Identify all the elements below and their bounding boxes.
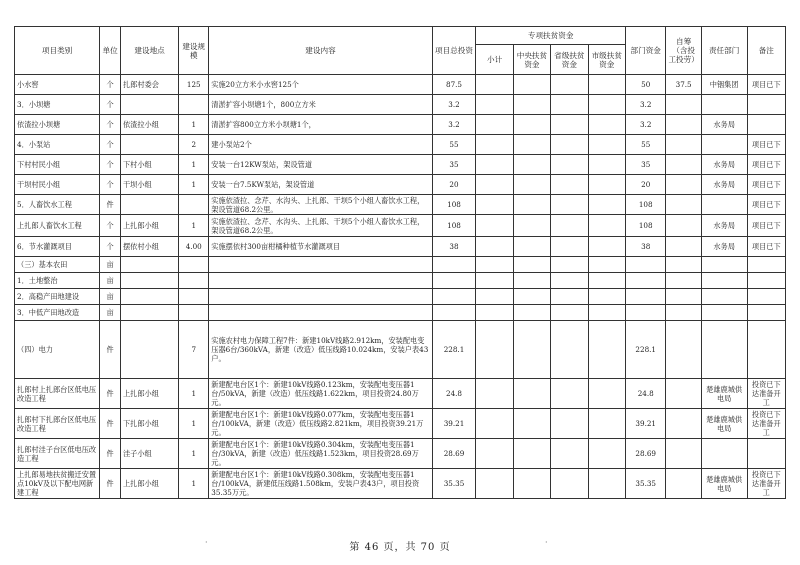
row-subtotal <box>476 469 513 499</box>
row-municipal <box>588 289 625 305</box>
row-provincial <box>551 135 588 155</box>
row-department: 228.1 <box>625 321 666 379</box>
row-municipal <box>588 237 625 257</box>
row-total-investment: 55 <box>432 135 476 155</box>
row-self-raised <box>666 215 701 237</box>
row-department: 108 <box>625 195 666 215</box>
table-row <box>15 289 786 305</box>
col-header-municipal: 市级扶贫资金 <box>588 45 625 75</box>
row-provincial <box>551 237 588 257</box>
row-content: 实施依渣拉、念芹、水沟头、上扎郎、干坝5个小组人畜饮水工程，架设管道68.2公里。 <box>209 195 432 215</box>
row-central <box>513 175 550 195</box>
row-municipal <box>588 379 625 409</box>
row-central <box>513 215 550 237</box>
table-row <box>15 95 786 115</box>
row-category: 小水窖 <box>15 75 100 95</box>
row-responsible: 中铟集团 <box>701 75 747 95</box>
col-header-category: 项目类别 <box>15 27 100 75</box>
row-scale: 1 <box>179 175 209 195</box>
row-total-investment: 35.35 <box>432 469 476 499</box>
row-self-raised <box>666 175 701 195</box>
row-self-raised <box>666 237 701 257</box>
row-responsible: 水务局 <box>701 155 747 175</box>
row-scale <box>179 195 209 215</box>
row-municipal <box>588 175 625 195</box>
row-remarks: 投资已下达准备开工 <box>747 379 785 409</box>
row-subtotal <box>476 439 513 469</box>
row-unit: 个 <box>100 95 121 115</box>
row-remarks: 项目已下 <box>747 175 785 195</box>
row-subtotal <box>476 195 513 215</box>
row-municipal <box>588 115 625 135</box>
table-row <box>15 135 786 155</box>
row-total-investment: 24.8 <box>432 379 476 409</box>
row-self-raised <box>666 155 701 175</box>
row-category: 依渣拉小坝塘 <box>15 115 100 135</box>
row-provincial <box>551 321 588 379</box>
col-header-responsible: 责任部门 <box>701 27 747 75</box>
row-total-investment: 108 <box>432 215 476 237</box>
row-department: 20 <box>625 175 666 195</box>
row-self-raised <box>666 135 701 155</box>
col-header-total-investment: 项目总投资 <box>432 27 476 75</box>
row-responsible: 水务局 <box>701 237 747 257</box>
row-location: 下扎郎小组 <box>120 409 178 439</box>
row-category: 3．中低产田地改造 <box>15 305 100 321</box>
row-self-raised <box>666 305 701 321</box>
row-scale <box>179 95 209 115</box>
row-central <box>513 273 550 289</box>
row-scale: 1 <box>179 379 209 409</box>
row-location <box>120 95 178 115</box>
row-unit: 件 <box>100 469 121 499</box>
row-total-investment: 3.2 <box>432 95 476 115</box>
row-remarks <box>747 439 785 469</box>
row-provincial <box>551 439 588 469</box>
row-department <box>625 273 666 289</box>
row-remarks <box>747 305 785 321</box>
row-unit: 亩 <box>100 273 121 289</box>
col-header-remarks: 备注 <box>747 27 785 75</box>
row-location: 干坝小组 <box>120 175 178 195</box>
col-header-scale: 建设规模 <box>179 27 209 75</box>
row-central <box>513 469 550 499</box>
row-total-investment: 228.1 <box>432 321 476 379</box>
row-remarks <box>747 273 785 289</box>
row-location <box>120 305 178 321</box>
row-department: 55 <box>625 135 666 155</box>
row-department <box>625 257 666 273</box>
row-provincial <box>551 75 588 95</box>
row-department <box>625 305 666 321</box>
row-self-raised <box>666 409 701 439</box>
table-row <box>15 75 786 95</box>
row-department: 35.35 <box>625 469 666 499</box>
row-municipal <box>588 439 625 469</box>
row-category: 扎郎村洼子台区低电压改造工程 <box>15 439 100 469</box>
row-central <box>513 305 550 321</box>
row-total-investment: 39.21 <box>432 409 476 439</box>
row-content <box>209 289 432 305</box>
row-remarks: 项目已下 <box>747 135 785 155</box>
row-municipal <box>588 305 625 321</box>
row-unit: 亩 <box>100 289 121 305</box>
row-department: 3.2 <box>625 95 666 115</box>
row-self-raised <box>666 439 701 469</box>
row-subtotal <box>476 273 513 289</box>
row-total-investment <box>432 257 476 273</box>
row-department <box>625 289 666 305</box>
row-content <box>209 257 432 273</box>
row-content <box>209 273 432 289</box>
row-location <box>120 321 178 379</box>
row-provincial <box>551 289 588 305</box>
row-subtotal <box>476 155 513 175</box>
row-central <box>513 289 550 305</box>
row-subtotal <box>476 115 513 135</box>
row-remarks <box>747 257 785 273</box>
row-department: 39.21 <box>625 409 666 439</box>
row-provincial <box>551 257 588 273</box>
row-department: 50 <box>625 75 666 95</box>
row-department: 38 <box>625 237 666 257</box>
row-location: 洼子小组 <box>120 439 178 469</box>
table-row <box>15 409 786 439</box>
row-scale: 1 <box>179 409 209 439</box>
row-scale: 1 <box>179 215 209 237</box>
row-responsible <box>701 135 747 155</box>
row-responsible: 楚雄鹿城供电局 <box>701 469 747 499</box>
row-unit: 个 <box>100 175 121 195</box>
col-header-central: 中央扶贫资金 <box>513 45 550 75</box>
row-provincial <box>551 469 588 499</box>
row-scale: 1 <box>179 115 209 135</box>
row-content: 清淤扩容小坝塘1个，800立方米 <box>209 95 432 115</box>
row-responsible <box>701 257 747 273</box>
row-category: （三）基本农田 <box>15 257 100 273</box>
row-responsible: 水务局 <box>701 215 747 237</box>
row-total-investment: 28.69 <box>432 439 476 469</box>
row-municipal <box>588 257 625 273</box>
row-total-investment: 20 <box>432 175 476 195</box>
row-self-raised <box>666 289 701 305</box>
row-department: 35 <box>625 155 666 175</box>
row-total-investment <box>432 289 476 305</box>
row-municipal <box>588 469 625 499</box>
row-scale <box>179 257 209 273</box>
row-location: 下村小组 <box>120 155 178 175</box>
row-provincial <box>551 115 588 135</box>
row-content: 安装一台7.5KW泵站，架设管道 <box>209 175 432 195</box>
row-central <box>513 95 550 115</box>
col-header-provincial: 省级扶贫资金 <box>551 45 588 75</box>
row-scale <box>179 289 209 305</box>
row-self-raised: 37.5 <box>666 75 701 95</box>
row-municipal <box>588 409 625 439</box>
row-scale: 1 <box>179 469 209 499</box>
row-central <box>513 321 550 379</box>
row-responsible <box>701 439 747 469</box>
table-row <box>15 115 786 135</box>
row-self-raised <box>666 469 701 499</box>
row-location <box>120 289 178 305</box>
row-unit: 件 <box>100 409 121 439</box>
table-row <box>15 273 786 289</box>
row-central <box>513 379 550 409</box>
row-remarks: 项目已下 <box>747 75 785 95</box>
row-remarks: 项目已下 <box>747 237 785 257</box>
row-unit: 个 <box>100 75 121 95</box>
col-header-department: 部门资金 <box>625 27 666 75</box>
row-unit: 亩 <box>100 305 121 321</box>
table-row <box>15 257 786 273</box>
table-row <box>15 321 786 379</box>
row-content: 清淤扩容800立方米小坝塘1个， <box>209 115 432 135</box>
row-category: 4．小泵站 <box>15 135 100 155</box>
row-department: 108 <box>625 215 666 237</box>
col-header-subtotal: 小计 <box>476 45 513 75</box>
row-subtotal <box>476 175 513 195</box>
row-content: 实施20立方米小水窖125个 <box>209 75 432 95</box>
row-scale: 7 <box>179 321 209 379</box>
row-provincial <box>551 195 588 215</box>
page-number: 第 46 页，共 70 页 <box>349 542 451 553</box>
row-location: 摆依村小组 <box>120 237 178 257</box>
row-content: 安装一台12KW泵站，架设管道 <box>209 155 432 175</box>
row-location: 上扎郎小组 <box>120 215 178 237</box>
col-header-location: 建设地点 <box>120 27 178 75</box>
row-remarks: 项目已下 <box>747 215 785 237</box>
row-category: 扎郎村下扎郎台区低电压改造工程 <box>15 409 100 439</box>
col-header-unit: 单位 <box>100 27 121 75</box>
row-location: 依渣拉小组 <box>120 115 178 135</box>
row-content: 建小泵站2个 <box>209 135 432 155</box>
row-municipal <box>588 75 625 95</box>
row-department: 28.69 <box>625 439 666 469</box>
row-total-investment <box>432 273 476 289</box>
row-subtotal <box>476 289 513 305</box>
row-category: 扎郎村上扎郎台区低电压改造工程 <box>15 379 100 409</box>
row-category: 下村村民小组 <box>15 155 100 175</box>
row-remarks: 投资已下达准备开工 <box>747 409 785 439</box>
row-unit: 个 <box>100 155 121 175</box>
row-total-investment: 108 <box>432 195 476 215</box>
row-municipal <box>588 273 625 289</box>
row-responsible <box>701 195 747 215</box>
row-category: 1．土地整治 <box>15 273 100 289</box>
row-unit: 件 <box>100 379 121 409</box>
row-self-raised <box>666 321 701 379</box>
row-scale: 1 <box>179 155 209 175</box>
table-row <box>15 439 786 469</box>
row-unit: 个 <box>100 215 121 237</box>
row-central <box>513 237 550 257</box>
table-row <box>15 195 786 215</box>
row-subtotal <box>476 409 513 439</box>
row-unit: 个 <box>100 135 121 155</box>
row-location <box>120 257 178 273</box>
row-subtotal <box>476 305 513 321</box>
row-unit: 亩 <box>100 257 121 273</box>
row-category: 5．人畜饮水工程 <box>15 195 100 215</box>
row-category: （四）电力 <box>15 321 100 379</box>
row-central <box>513 439 550 469</box>
row-provincial <box>551 175 588 195</box>
table-row <box>15 215 786 237</box>
row-content: 新建配电台区1个：新建10kV线路0.304km，安装配电变压器1台/30kVA，新建（改造）低压线路1.523km，项目投资28.69万元。 <box>209 439 432 469</box>
row-responsible <box>701 95 747 115</box>
row-self-raised <box>666 95 701 115</box>
row-location <box>120 135 178 155</box>
row-content <box>209 305 432 321</box>
row-central <box>513 257 550 273</box>
row-remarks: 投资已下达准备开工 <box>747 469 785 499</box>
row-location: 上扎郎小组 <box>120 469 178 499</box>
row-subtotal <box>476 95 513 115</box>
col-header-self-raised: 自筹（含投工投劳） <box>666 27 701 75</box>
row-category: 6．节水灌溉项目 <box>15 237 100 257</box>
row-total-investment: 35 <box>432 155 476 175</box>
row-content: 实施农村电力保障工程7件：新建10kV线路2.912km，安装配电变压器6台/360kVA，新建（改造）低压线路10.024km，安装户表43户。 <box>209 321 432 379</box>
row-content: 实施摆依村300亩柑橘种植节水灌溉项目 <box>209 237 432 257</box>
row-location <box>120 195 178 215</box>
table-row <box>15 237 786 257</box>
scan-mark: · <box>545 538 548 547</box>
row-responsible: 水务局 <box>701 115 747 135</box>
row-provincial <box>551 215 588 237</box>
table-row <box>15 175 786 195</box>
row-responsible <box>701 289 747 305</box>
row-total-investment: 3.2 <box>432 115 476 135</box>
row-responsible <box>701 321 747 379</box>
row-category: 上扎郎易地扶贫搬迁安置点10kV及以下配电网新建工程 <box>15 469 100 499</box>
row-municipal <box>588 95 625 115</box>
row-provincial <box>551 409 588 439</box>
row-subtotal <box>476 257 513 273</box>
row-scale <box>179 273 209 289</box>
row-central <box>513 155 550 175</box>
row-self-raised <box>666 379 701 409</box>
row-total-investment: 87.5 <box>432 75 476 95</box>
row-central <box>513 195 550 215</box>
row-total-investment: 38 <box>432 237 476 257</box>
row-scale: 2 <box>179 135 209 155</box>
row-subtotal <box>476 321 513 379</box>
row-responsible: 水务局 <box>701 175 747 195</box>
row-responsible: 楚雄鹿城供电局 <box>701 379 747 409</box>
row-municipal <box>588 321 625 379</box>
col-header-content: 建设内容 <box>209 27 432 75</box>
row-unit: 件 <box>100 321 121 379</box>
row-provincial <box>551 379 588 409</box>
row-provincial <box>551 155 588 175</box>
row-scale: 125 <box>179 75 209 95</box>
row-municipal <box>588 155 625 175</box>
row-location <box>120 273 178 289</box>
row-scale: 1 <box>179 439 209 469</box>
row-municipal <box>588 215 625 237</box>
row-remarks: 项目已下 <box>747 195 785 215</box>
row-municipal <box>588 135 625 155</box>
row-subtotal <box>476 75 513 95</box>
col-header-special-funds: 专项扶贫资金 <box>476 27 626 45</box>
row-responsible: 楚雄鹿城供电局 <box>701 409 747 439</box>
row-remarks <box>747 321 785 379</box>
row-remarks <box>747 289 785 305</box>
scan-mark: · <box>205 538 208 547</box>
row-category: 上扎郎人畜饮水工程 <box>15 215 100 237</box>
row-location: 扎郎村委会 <box>120 75 178 95</box>
table-row <box>15 469 786 499</box>
row-remarks <box>747 115 785 135</box>
row-subtotal <box>476 215 513 237</box>
row-location: 上扎郎小组 <box>120 379 178 409</box>
row-department: 24.8 <box>625 379 666 409</box>
row-category: 干坝村民小组 <box>15 175 100 195</box>
row-subtotal <box>476 135 513 155</box>
row-self-raised <box>666 115 701 135</box>
row-self-raised <box>666 257 701 273</box>
row-scale <box>179 305 209 321</box>
row-self-raised <box>666 273 701 289</box>
row-central <box>513 409 550 439</box>
project-table <box>14 26 786 499</box>
row-central <box>513 135 550 155</box>
row-central <box>513 115 550 135</box>
row-content: 新建配电台区1个：新建10kV线路0.308km，安装配电变压器1台/100kVA，新建低压线路1.508km，安装户表43户，项目投资35.35万元。 <box>209 469 432 499</box>
row-provincial <box>551 95 588 115</box>
row-content: 新建配电台区1个：新建10kV线路0.123km，安装配电变压器1台/50kVA，新建（改造）低压线路1.622km，项目投资24.80万元。 <box>209 379 432 409</box>
row-category: 2．高稳产田地建设 <box>15 289 100 305</box>
row-municipal <box>588 195 625 215</box>
row-responsible <box>701 305 747 321</box>
row-content: 新建配电台区1个：新建10kV线路0.077km，安装配电变压器1台/100kVA，新建（改造）低压线路2.821km，项目投资39.21万元。 <box>209 409 432 439</box>
row-subtotal <box>476 379 513 409</box>
row-scale: 4.00 <box>179 237 209 257</box>
row-provincial <box>551 273 588 289</box>
table-row <box>15 379 786 409</box>
row-remarks: 项目已下 <box>747 155 785 175</box>
row-unit: 件 <box>100 195 121 215</box>
row-content: 实施依渣拉、念芹、水沟头、上扎郎、干坝5个小组人畜饮水工程，架设管道68.2公里。 <box>209 215 432 237</box>
row-subtotal <box>476 237 513 257</box>
row-remarks <box>747 95 785 115</box>
table-row <box>15 305 786 321</box>
row-central <box>513 75 550 95</box>
row-department: 3.2 <box>625 115 666 135</box>
row-responsible <box>701 273 747 289</box>
row-total-investment <box>432 305 476 321</box>
table-row <box>15 155 786 175</box>
row-self-raised <box>666 195 701 215</box>
row-unit: 个 <box>100 115 121 135</box>
row-unit: 个 <box>100 237 121 257</box>
row-category: 3．小坝塘 <box>15 95 100 115</box>
row-provincial <box>551 305 588 321</box>
row-unit: 件 <box>100 439 121 469</box>
